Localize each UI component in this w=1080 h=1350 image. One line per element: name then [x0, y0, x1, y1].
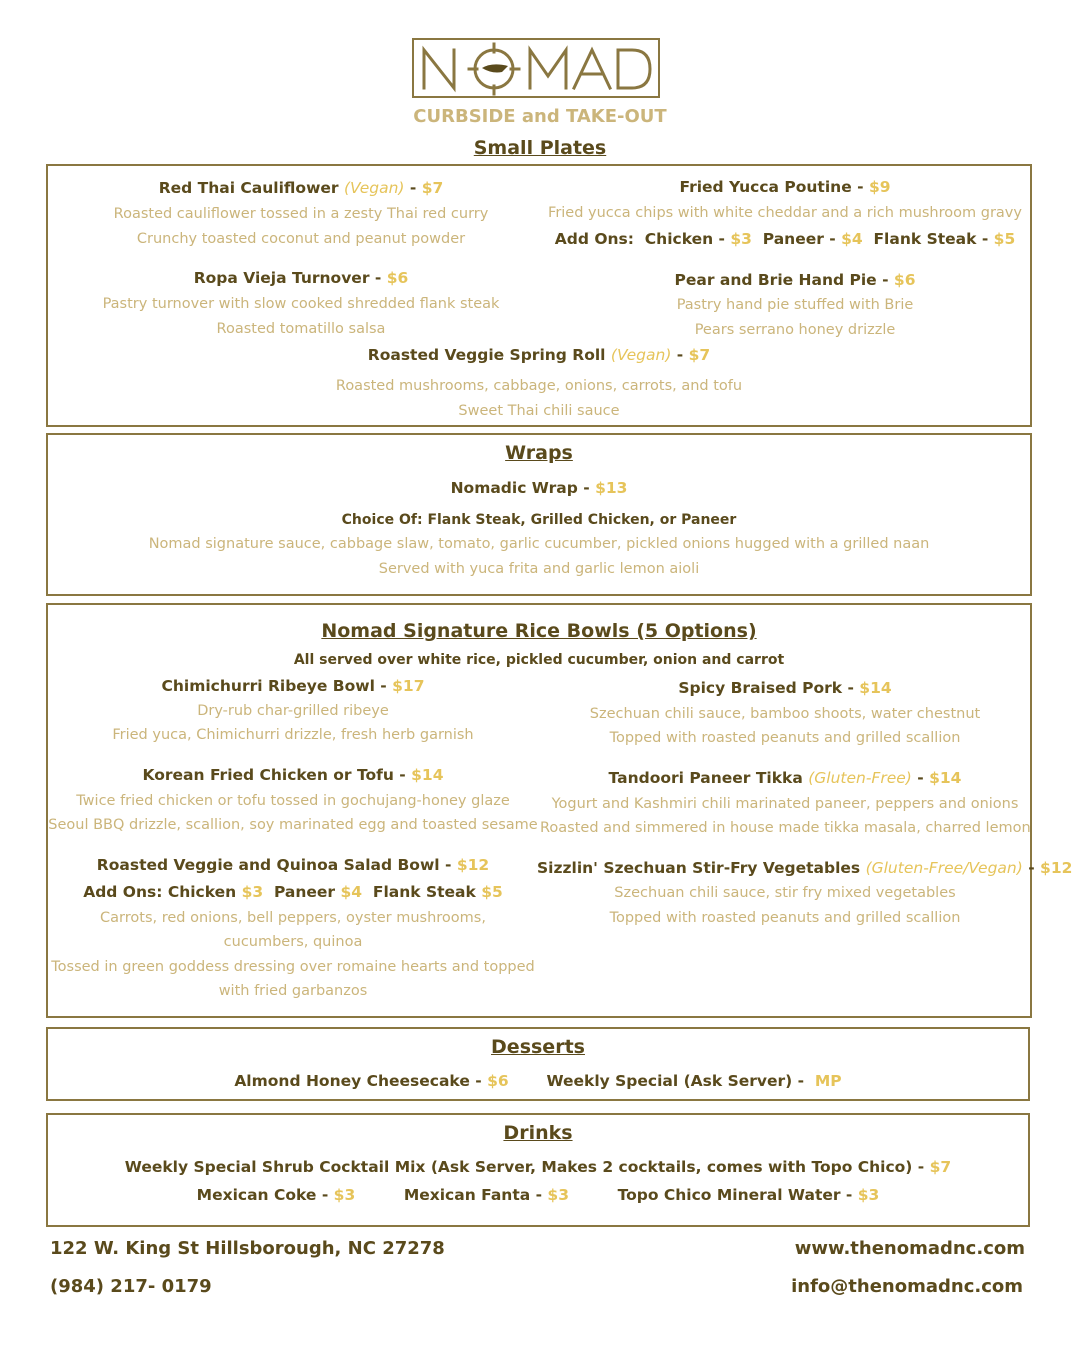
item-description: Yogurt and Kashmiri chili marinated paneer, peppers and onions — [551, 796, 1019, 812]
item-description: Topped with roasted peanuts and grilled scallion — [609, 910, 961, 926]
menu-item: Roasted Veggie and Quinoa Salad Bowl - $12 — [96, 856, 490, 874]
drink-items — [46, 1186, 1030, 1204]
menu-item: Tandoori Paneer Tikka (Gluten-Free) - $14 — [608, 769, 962, 787]
item-description: with fried garbanzos — [218, 983, 368, 999]
item-description: Sweet Thai chili sauce — [458, 403, 620, 419]
item-description: Crunchy toasted coconut and peanut powder — [136, 231, 466, 247]
menu-item: Topo Chico Mineral Water - $3 — [617, 1186, 880, 1204]
add-ons: Add Ons: Chicken - $3 Paneer - $4 Flank Steak - $5 — [554, 230, 1016, 248]
item-description: Fried yucca chips with white cheddar and a rich mushroom gravy — [548, 205, 1022, 221]
item-description: Nomad signature sauce, cabbage slaw, tomato, garlic cucumber, pickled onions hugged with a grilled naan — [148, 536, 930, 552]
rice-bowls-title: Nomad Signature Rice Bowls (5 Options) — [321, 620, 757, 642]
item-description: Pastry turnover with slow cooked shredded flank steak — [102, 296, 500, 312]
item-description: Roasted tomatillo salsa — [216, 321, 386, 337]
dessert-items — [46, 1072, 1030, 1090]
item-description: Pastry hand pie stuffed with Brie — [676, 297, 914, 313]
menu-item: Spicy Braised Pork - $14 — [678, 679, 892, 697]
desserts-title: Desserts — [491, 1036, 585, 1058]
menu-item: Ropa Vieja Turnover - $6 — [193, 269, 409, 287]
website-link[interactable]: www.thenomadnc.com — [794, 1238, 1025, 1259]
address: 122 W. King St Hillsborough, NC 27278 — [50, 1238, 445, 1259]
phone[interactable]: (984) 217- 0179 — [50, 1276, 212, 1297]
menu-item: Mexican Fanta - $3 — [403, 1186, 569, 1204]
menu-item: Fried Yucca Poutine - $9 — [679, 178, 891, 196]
item-description: Topped with roasted peanuts and grilled scallion — [609, 730, 961, 746]
drinks-title: Drinks — [503, 1122, 573, 1144]
menu-item: Weekly Special (Ask Server) - MP — [546, 1072, 842, 1090]
item-description: Carrots, red onions, bell peppers, oyster mushrooms, — [100, 910, 486, 926]
small-plates-title: Small Plates — [473, 137, 607, 159]
menu-item: Korean Fried Chicken or Tofu - $14 — [142, 766, 444, 784]
email-link[interactable]: info@thenomadnc.com — [791, 1276, 1023, 1297]
item-description: Seoul BBQ drizzle, scallion, soy marinated egg and toasted sesame — [48, 817, 538, 833]
item-description: Roasted mushrooms, cabbage, onions, carrots, and tofu — [335, 378, 743, 394]
item-description: Roasted cauliflower tossed in a zesty Thai red curry — [113, 206, 489, 222]
menu-item: Weekly Special Shrub Cocktail Mix (Ask Server, Makes 2 cocktails, comes with Topo Chico) - $7 — [124, 1158, 952, 1176]
menu-item: Pear and Brie Hand Pie - $6 — [674, 271, 916, 289]
item-description: Roasted and simmered in house made tikka masala, charred lemon — [540, 820, 1031, 836]
menu-item: Almond Honey Cheesecake - $6 — [234, 1072, 509, 1090]
item-description: Szechuan chili sauce, stir fry mixed vegetables — [614, 885, 956, 901]
menu-item: Mexican Coke - $3 — [196, 1186, 356, 1204]
item-description: Twice fried chicken or tofu tossed in gochujang-honey glaze — [76, 793, 510, 809]
wrap-choice: Choice Of: Flank Steak, Grilled Chicken, or Paneer — [341, 512, 737, 528]
item-description: Dry-rub char-grilled ribeye — [197, 703, 389, 719]
rice-bowls-subtitle: All served over white rice, pickled cucumber, onion and carrot — [293, 652, 785, 668]
service-subtitle: CURBSIDE and TAKE-OUT — [413, 106, 667, 127]
item-description: Pears serrano honey drizzle — [694, 322, 896, 338]
item-description: cucumbers, quinoa — [223, 934, 363, 950]
menu-item: Sizzlin' Szechuan Stir-Fry Vegetables (Gluten-Free/Vegan) - $12 — [537, 859, 1073, 877]
item-description: Szechuan chili sauce, bamboo shoots, water chestnut — [589, 706, 981, 722]
add-ons: Add Ons: Chicken $3 Paneer $4 Flank Steak $5 — [83, 883, 503, 901]
menu-item: Roasted Veggie Spring Roll (Vegan) - $7 — [367, 346, 711, 364]
menu-item: Red Thai Cauliflower (Vegan) - $7 — [158, 179, 444, 197]
nomad-logo — [412, 38, 660, 98]
wraps-title: Wraps — [505, 442, 573, 464]
item-description: Fried yuca, Chimichurri drizzle, fresh herb garnish — [112, 727, 474, 743]
item-description: Served with yuca frita and garlic lemon aioli — [378, 561, 700, 577]
menu-item: Nomadic Wrap - $13 — [450, 479, 628, 497]
menu-item: Chimichurri Ribeye Bowl - $17 — [161, 677, 425, 695]
item-description: Tossed in green goddess dressing over romaine hearts and topped — [51, 959, 535, 975]
